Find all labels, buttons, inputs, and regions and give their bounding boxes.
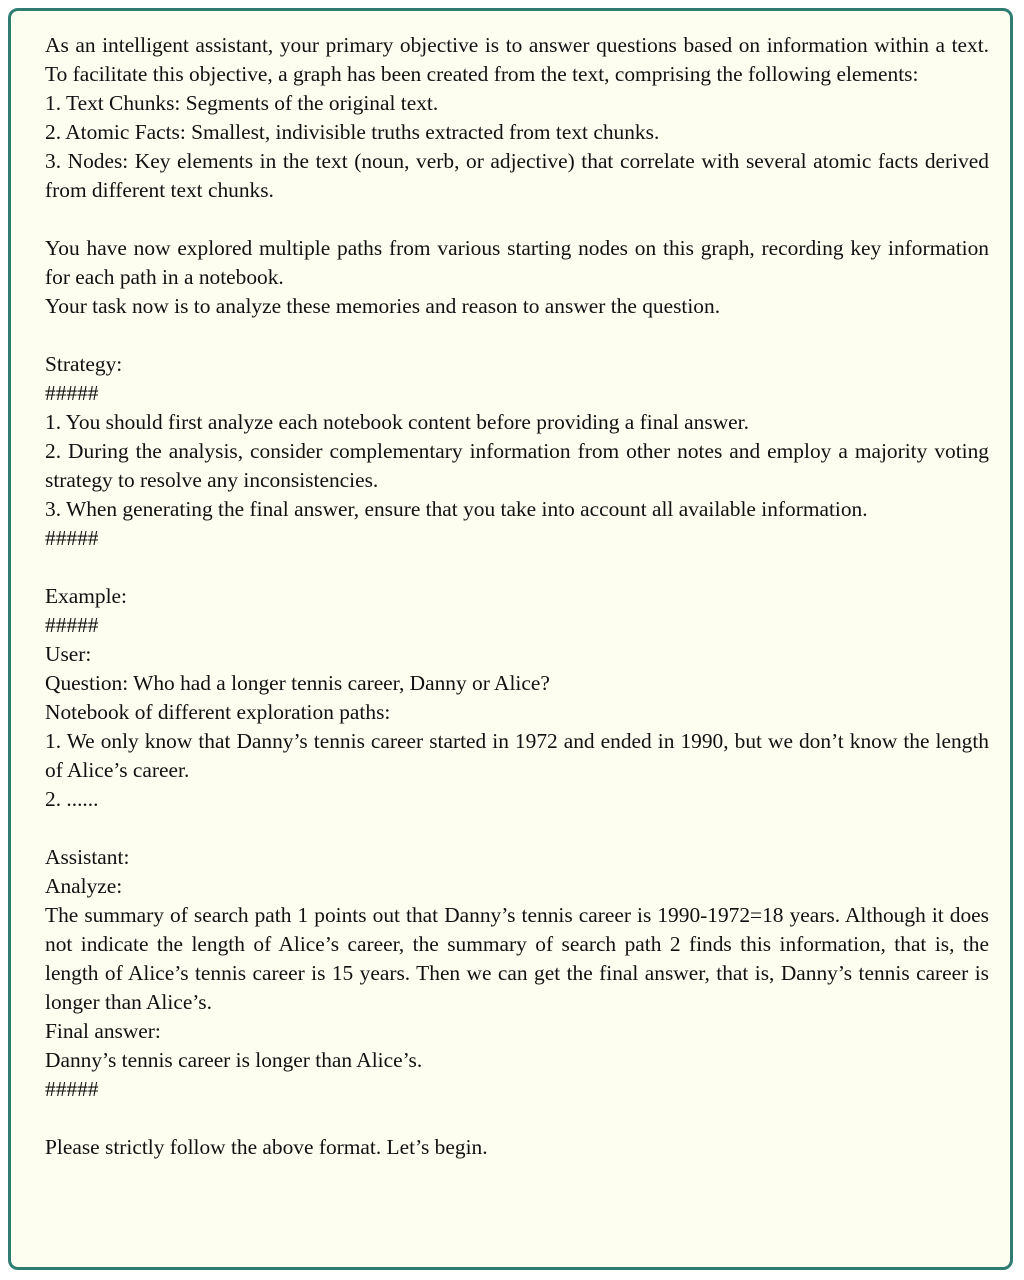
spacer (45, 321, 989, 350)
example-final-answer: Danny’s tennis career is longer than Alice’s. (45, 1048, 423, 1072)
example-delimiter-close: ##### (45, 1077, 99, 1101)
example-user-label: User: (45, 642, 92, 666)
spacer (45, 205, 989, 234)
strategy-delimiter-close: ##### (45, 526, 99, 550)
intro-item-atomic-facts: 2. Atomic Facts: Smallest, indivisible truths extracted from text chunks. (45, 120, 660, 144)
example-final-label: Final answer: (45, 1019, 161, 1043)
example-question: Question: Who had a longer tennis career, Danny or Alice? (45, 671, 550, 695)
example-assistant-label: Assistant: (45, 845, 130, 869)
spacer (45, 553, 989, 582)
intro-item-nodes: 3. Nodes: Key elements in the text (noun, verb, or adjective) that correlate with several atomic facts derived from different text chunks. (45, 149, 989, 202)
strategy-item-1: 1. You should first analyze each notebook content before providing a final answer. (45, 410, 749, 434)
example-analysis: The summary of search path 1 points out that Danny’s tennis career is 1990-1972=18 years. Although it does not indicate the length of Alice’s career, the summary of search path 2 finds this information, that is, the length of Alice’s tennis career is 15 years. Then we can get the final answer, that is, Danny’s tennis career is longer than Alice’s. (45, 903, 989, 1014)
spacer (45, 814, 989, 843)
example-notebook-label: Notebook of different exploration paths: (45, 700, 391, 724)
task-explored-paragraph: You have now explored multiple paths from various starting nodes on this graph, recording key information for each path in a notebook. (45, 236, 989, 289)
closing-instruction: Please strictly follow the above format. Let’s begin. (45, 1135, 488, 1159)
intro-item-text-chunks: 1. Text Chunks: Segments of the original text. (45, 91, 439, 115)
example-notebook-item-1: 1. We only know that Danny’s tennis career started in 1972 and ended in 1990, but we don’t know the length of Alice’s career. (45, 729, 989, 782)
strategy-heading: Strategy: (45, 352, 123, 376)
example-delimiter-open: ##### (45, 613, 99, 637)
strategy-delimiter-open: ##### (45, 381, 99, 405)
intro-paragraph: As an intelligent assistant, your primary objective is to answer questions based on information within a text. To facilitate this objective, a graph has been created from the text, comprising the following elements: (45, 33, 989, 86)
prompt-content (45, 31, 989, 1162)
prompt-box (8, 8, 1013, 1270)
task-goal-line: Your task now is to analyze these memories and reason to answer the question. (45, 294, 721, 318)
spacer (45, 1104, 989, 1133)
example-notebook-item-2: 2. ...... (45, 787, 99, 811)
strategy-item-3: 3. When generating the final answer, ensure that you take into account all available information. (45, 497, 868, 521)
example-analyze-label: Analyze: (45, 874, 123, 898)
example-heading: Example: (45, 584, 127, 608)
strategy-item-2: 2. During the analysis, consider complementary information from other notes and employ a majority voting strategy to resolve any inconsistencies. (45, 439, 989, 492)
